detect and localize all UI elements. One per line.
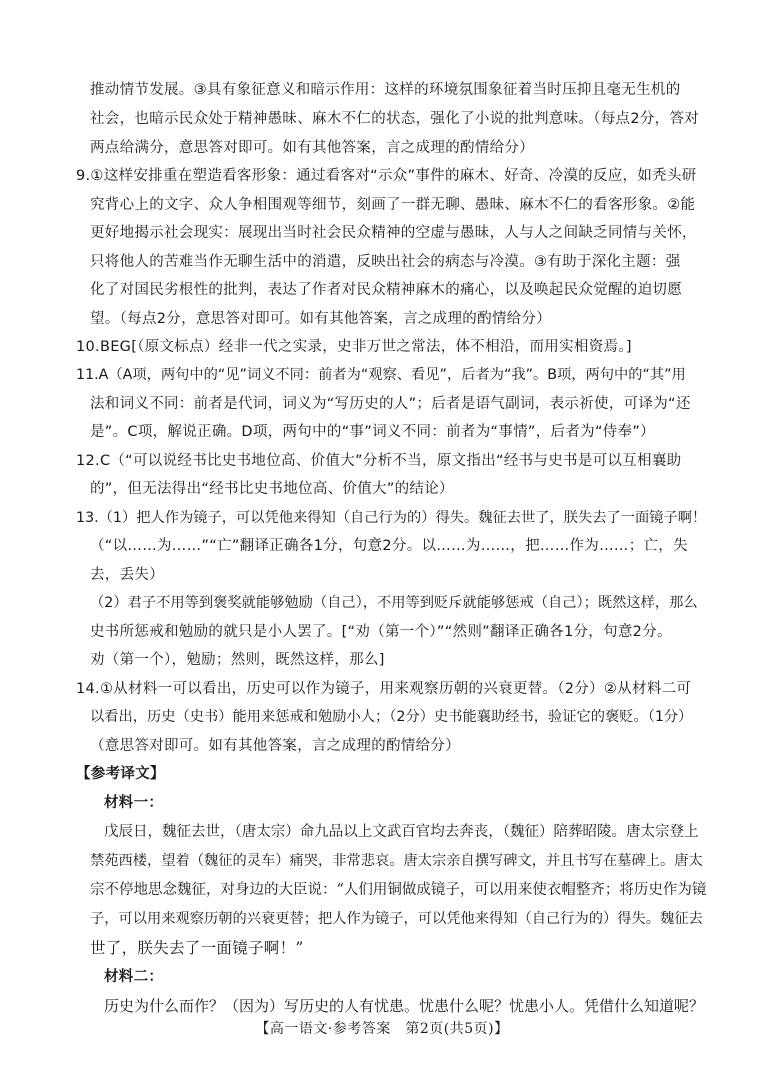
text-line: 化了对国民劣根性的批判，表达了作者对民众精神麻木的痛心，以及唤起民众觉醒的迫切愿	[90, 282, 682, 298]
text-line: 史书所惩戒和勉励的就只是小人罢了。[“劝（第一个）”“然则”翻译正确各1分，句意2分。	[90, 624, 672, 640]
text-line: 13.（1）把人作为镜子，可以凭他来得知（自己行为的）得失。魏征去世了，朕失去了一面镜子啊！	[76, 510, 707, 526]
text-line: 推动情节发展。③具有象征意义和暗示作用：这样的环境氛围象征着当时压抑且毫无生机的	[90, 82, 681, 98]
text-line: 更好地揭示社会现实：展现出当时社会民众精神的空虚与愚昧，人与人之间缺乏同情与关怀，	[90, 225, 697, 241]
text-line: 劝（第一个），勉励；然则，既然这样，那么]	[90, 652, 385, 668]
text-line: 望。（每点2分，意思答对即可。如有其他答案，言之成理的酌情给分）	[90, 311, 552, 327]
text-line: 10.BEG[（原文标点）经非一代之实录，史非万世之常法，体不相沿，而用实相资焉。]	[76, 339, 632, 355]
translation-line: 历史为什么而作？（因为）写历史的人有忧患。忧患什么呢？忧患小人。凭借什么知道呢？	[104, 997, 705, 1015]
text-line: 以看出，历史（史书）能用来惩戒和勉励小人；（2分）史书能襄助经书，验证它的褒贬。（1分）	[90, 709, 693, 725]
translation-line: 禁苑西楼，望着（魏征的灵车）痛哭，非常悲哀。唐太宗亲自撰写碑文，并且书写在墓碑上。唐太	[90, 853, 703, 869]
text-line: 究背心上的文字、众人争相围观等细节，刻画了一群无聊、愚昧、麻木不仁的看客形象。②能	[90, 197, 696, 213]
text-line: 14.①从材料一可以看出，历史可以作为镜子，用来观察历朝的兴衰更替。（2分）②从材料二可	[76, 681, 692, 697]
translation-line: 宗不停地思念魏征，对身边的大臣说：“人们用铜做成镜子，可以用来使衣帽整齐；将历史作为镜	[90, 882, 707, 898]
text-line: 社会，也暗示民众处于精神愚昧、麻木不仁的状态，强化了小说的批判意味。（每点2分，答对	[90, 111, 700, 127]
page-footer: 【高一语文·参考答案 第2页(共5页)】	[255, 1021, 509, 1037]
text-line: 法和词义不同：前者是代词，词义为“写历史的人”；后者是语气副词，表示祈使，可译为“还	[90, 396, 691, 412]
translation-line: 子，可以用来观察历朝的兴衰更替；把人作为镜子，可以凭他来得知（自己行为的）得失。魏征去	[90, 911, 703, 927]
text-line: 12.C（“可以说经书比史书地位高、价值大”分析不当，原文指出“经书与史书是可以互相襄助	[76, 453, 682, 469]
text-line: 两点给满分，意思答对即可。如有其他答案，言之成理的酌情给分）	[90, 140, 534, 156]
text-line: （“以……为……”“亡”翻译正确各1分，句意2分。以……为……，把……作为……；亡，失	[90, 538, 688, 554]
text-line: （2）君子不用等到褒奖就能够勉励（自己），不用等到贬斥就能够惩戒（自己）；既然这样，那么	[90, 595, 698, 611]
text-line: 的”，但无法得出“经书比史书地位高、价值大”的结论）	[90, 481, 454, 497]
text-line: 只将他人的苦难当作无聊生活中的消遣，反映出社会的病态与冷漠。③有助于深化主题：强	[90, 254, 681, 270]
material-heading: 材料一：	[104, 795, 164, 811]
text-line: 是”。C项，解说正确。D项，两句中的“事”词义不同：前者为“事情”，后者为“侍奉”）	[90, 424, 655, 440]
text-line: 去，丢失）	[90, 567, 164, 583]
text-line: 9.①这样安排重在塑造看客形象：通过看客对“示众”事件的麻木、好奇、冷漠的反应，如秃头研	[76, 168, 697, 184]
text-line: 11.A（A项，两句中的“见”词义不同：前者为“观察、看见”，后者为“我”。B项，两句中的“其”用	[76, 367, 686, 383]
section-heading: 【参考译文】	[76, 766, 165, 782]
translation-line: 戊辰日，魏征去世，（唐太宗）命九品以上文武百官均去奔丧，（魏征）陪葬昭陵。唐太宗登上	[104, 824, 699, 840]
translation-line: 世了，朕失去了一面镜子啊！”	[90, 939, 304, 957]
material-heading: 材料二：	[104, 969, 164, 985]
text-line: （意思答对即可。如有其他答案，言之成理的酌情给分）	[90, 738, 460, 754]
